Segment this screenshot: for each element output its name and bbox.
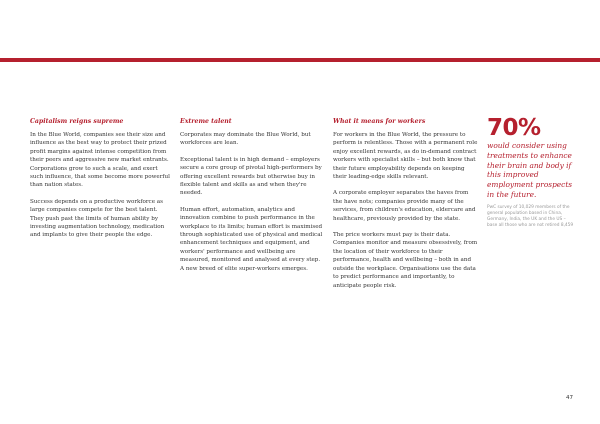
- header-rule: [0, 58, 600, 62]
- paragraph: Corporates may dominate the Blue World, but workforces are lean.: [180, 132, 311, 147]
- column-heading: Extreme talent: [180, 118, 232, 125]
- paragraph: Human effort, automation, analytics and innovation combine to push performance in the workplace to its limits; human effort is maximised through sophisticated use of physical and medical enhancement techniques and equipment, and workers' performance and wellbeing are measured, monitored and analysed at every step. A new breed of elite super-workers emerges.: [180, 206, 323, 272]
- stat-callout: [487, 116, 577, 229]
- paragraph: A corporate employer separates the haves from the have nots; companies provide many of the services, from children's education, eldercare and healthcare, previously provided by the state.: [333, 190, 476, 222]
- paragraph: The price workers must pay is their data. Companies monitor and measure obsessively, from the location of their workforce to their performance, health and wellbeing – both in and outside the workplace. Organisations use the data to predict performance and importantly, to anticipate people risk.: [333, 232, 478, 289]
- stat-figure: 70%: [487, 115, 541, 141]
- page-number: 47: [566, 395, 573, 401]
- column-heading: Capitalism reigns supreme: [30, 118, 124, 125]
- paragraph: Exceptional talent is in high demand – employers secure a core group of pivotal high-performers by offering excellent rewards but otherwise buy in flexible talent and skills as and when they're needed.: [180, 156, 322, 197]
- column-heading: What it means for workers: [333, 118, 426, 125]
- paragraph: For workers in the Blue World, the pressure to perform is relentless. Those with a permanent role enjoy excellent rewards, as do in-demand contract workers with specialist skills – but both know that their future employability depends on keeping their leading-edge skills relevant.: [333, 132, 478, 181]
- stat-source-note: PwC survey of 10,029 members of the general population based in China, Germany, India, the UK and the US – base all those who are not retired 8,459: [487, 204, 574, 228]
- column-workers: [333, 118, 478, 298]
- column-extreme-talent: [180, 118, 325, 281]
- column-capitalism: [30, 118, 170, 248]
- paragraph: Success depends on a productive workforce as large companies compete for the best talent. They push past the limits of human ability by investing augmentation technology, medication and implants to give their people the edge.: [30, 198, 165, 239]
- paragraph: In the Blue World, companies see their size and influence as the best way to protect their prized profit margins against intense competition from their peers and aggressive new market entrants. Corporations grow to such a scale, and exert such influence, that some become more powerful than nation states.: [30, 132, 170, 189]
- stat-quote: would consider using treatments to enhance their brain and body if this improved employment prospects in the future.: [487, 141, 573, 199]
